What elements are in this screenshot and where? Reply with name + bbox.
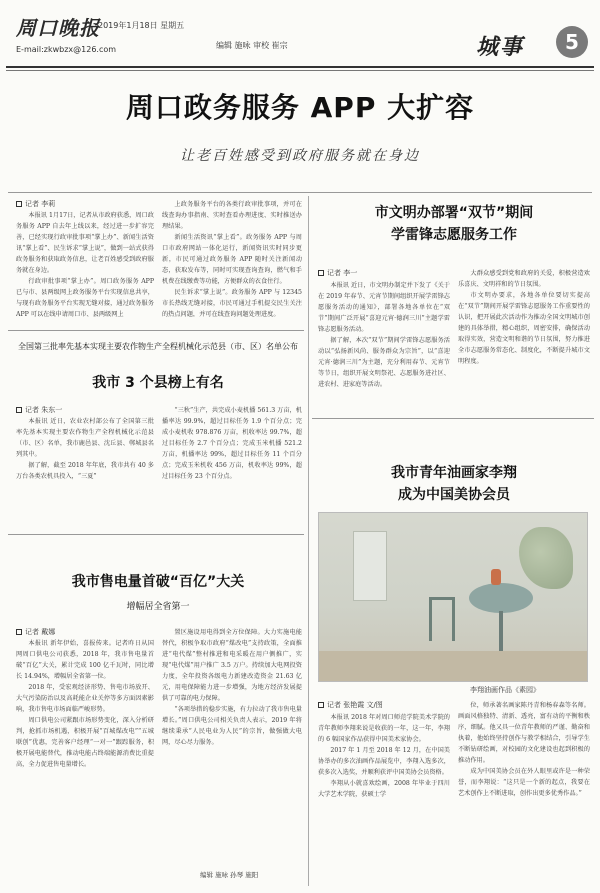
story3-col1-p1: 本报讯 新年伊始，喜报传来。记者昨日从国网周口供电公司获悉，2018 年，我市售电量首破“百亿”大关，累计完成 100 亿千瓦时，同比增长 14.94%，增幅居全省第一位。 xyxy=(16,640,154,680)
story4-column-2 xyxy=(458,268,590,412)
story2-col2-p1: “三秋”生产，共完成小麦机播 561.3 万亩，机播率达 99.9%，超过目标任务 1.9 个百分点；完成小麦机收 978.876 万亩，机收率达 99.7%，超过目标任务 2.7 个百分点；完成玉米机播 521.2 万亩，机播率达 99%，超过目标任务 11 个百分点；完成玉米机收 456 万亩，机收率达 99%，超过目标任务 23 个百分点。 xyxy=(162,407,302,480)
story3-col2-p1: 置区施设用电得到全方位保障。大力实施电能替代，积极争取市政府“煤改电”支持政策，全面推进“电代煤”整村推进和电采暖在用户侧推广，实现“电代煤”用户推广 3.5 万户。持续加大电网投资力度，全年投资各级电力新建改造资金 21.63 亿元，用电保障能力进一步增强，为地方经济发展提供了可靠的电力保障。 xyxy=(162,629,302,702)
story2-pretitle: 全国第三批率先基本实现主要农作物生产全程机械化示范县（市、区）名单公布 xyxy=(18,342,298,351)
issue-date: 2019年1月18日 星期五 xyxy=(98,21,185,30)
lead-col1-p1: 本报讯 1月17日，记者从市政府获悉，周口政务服务 APP 自去年上线以来，经过进一步扩容完善，已经实现行政审批事项“掌上办”、新闻生活资讯“掌上看”、民生诉求“掌上说”，做到一站式获得政务服务和获取政务信息，让老百姓感受到政府服务就在身边。 xyxy=(16,212,154,274)
story4-col1-p2: 据了解，本次“双节”期间学雷锋志愿服务活动以“弘扬新风尚、服务群众为宗旨”，以“喜迎元宵·德润三川”为主题，充分利用春节、元宵节等节日，组织开展文明祭祀、志愿服务进社区、进农村、进家庭等活动。 xyxy=(318,337,450,388)
story2-column-2 xyxy=(162,405,302,529)
byline-box-icon xyxy=(16,407,22,413)
byline-box-icon xyxy=(16,201,22,207)
story4-col2-p2: 市文明办要求，各地各单位要切实提高在“双节”期间开展学雷锋志愿服务工作重要性的认识，把开展此次活动作为推动全国文明城市创建的具体举措，精心组织，周密安排，确保活动取得实效，营造文明和谐的节日氛围，努力推进全市志愿服务常态化、制度化，不断提升城市文明程度。 xyxy=(458,292,590,365)
story4-col1-p1: 本报讯 近日，市文明办制定并下发了《关于在 2019 年春节、元宵节期间组织开展学雷锋志愿服务活动的通知》，部署各地各单位在“双节”期间广泛开展“喜迎元宵·德润三川”主题学雷锋志愿服务活动。 xyxy=(318,282,450,333)
story5-column-1 xyxy=(318,712,450,884)
painting-table xyxy=(469,583,533,613)
masthead-rule xyxy=(6,66,594,68)
lead-column-2 xyxy=(162,199,302,317)
lead-column-1 xyxy=(16,210,154,328)
story3-column-1 xyxy=(16,638,154,882)
masthead-rule-thin xyxy=(6,70,594,71)
story3-col1-p3: 周口供电公司紧跟市场形势变化，深入分析研判，抢抓市场机遇，积极开展“百城煤改电”“五城联创”优惠，完善客户经理“一对一”跟踪服务，积极开展电能替代，推动电能占终端能源消费比重提高，全力促进售电量增长。 xyxy=(16,717,154,768)
story5-col2-p2: 成为中国美协会员在外人眼里或许是一种荣誉，而李翔说：“这只是一个新的起点，我要在艺术创作上不断进取，创作出更多优秀作品。” xyxy=(458,768,590,797)
lead-byline xyxy=(16,199,55,209)
story3-byline-text: 记者 戴娜 xyxy=(25,628,56,636)
byline-box-icon xyxy=(318,270,324,276)
story5-col2-p1: 位，师承著名画家陈丹青和杨春森等名师。画面风格独特、清新、透亮，富有动的平衡和秩序，细腻。他又具一位青年教师的严谨、勤奋和执着，他始终坚持创作与教学相结合，引导学生不断钻研绘画，对校园的文化建设也起到积极的推动作用。 xyxy=(458,702,590,764)
page-number: 5 xyxy=(556,26,588,58)
story5-column-2 xyxy=(458,700,590,884)
lead-byline-text: 记者 李莉 xyxy=(25,200,56,208)
lead-col2-p1: 上政务服务平台的各类行政审批事项，并可在线查询办事指南、实时查看办理进度、实时推送办理结果。 xyxy=(162,201,302,230)
painting-vase xyxy=(491,569,501,585)
lead-col1-p2: 行政审批事项“掌上办”。周口政务服务 APP 已与市、县两级网上政务服务平台实现信息共享，与现有政务服务平台实现无缝对接，通过政务服务 APP 可以在线申请周口市、县两级网上 xyxy=(16,278,154,318)
story5-col1-p1: 本报讯 2018 年对周口师范学院美术学院的青年教师李翔来说是收获的一年，这一年，李翔的 6 幅国家作品获得中国美术家协会。 xyxy=(318,714,450,743)
story4-title-line1: 市文明办部署“双节”期间 xyxy=(374,205,534,221)
lead-col2-p3: 民生诉求“掌上说”。政务服务 APP 与 12345 市长热线无缝对接，市民可通过手机提交民生关注的热点问题，并可在线查询问题处理进度。 xyxy=(162,289,302,317)
painting-plant xyxy=(519,527,573,589)
lead-col2-p2: 新闻生活资讯“掌上看”。政务服务 APP 与周口市政府网站一体化运行，新闻资讯实时同步更新，市民可通过政务服务 APP 随时关注新闻动态，获取发布等，同时可实现查询查询，燃气和手机费在线缴费等功能，方便群众的衣食住行。 xyxy=(162,234,302,285)
editor-credit: 编辑 施咏 审校 崔宗 xyxy=(216,41,288,50)
story3-col2-p2: “各项举措的稳步实施，有力拉动了我市售电量增长。”周口供电公司相关负责人表示，2019 年将继续秉承“人民电业为人民”的宗旨，做强做大电网，尽心尽力服务。 xyxy=(162,706,302,746)
story5-title-line1: 我市青年油画家李翔 xyxy=(391,465,517,481)
story4-title-line2: 学雷锋志愿服务工作 xyxy=(391,227,517,243)
column-divider xyxy=(308,196,309,886)
story5-title-line2: 成为中国美协会员 xyxy=(398,487,510,503)
story3-rule xyxy=(8,534,304,535)
story3-column-2 xyxy=(162,627,302,867)
story3-subhead: 增幅居全省第一 xyxy=(126,602,190,612)
story5-col1-p3: 李翔从小就喜欢绘画，2008 年毕业于四川大学艺术学院，获硕士学 xyxy=(318,780,450,798)
byline-box-icon xyxy=(16,629,22,635)
masthead xyxy=(6,4,594,68)
story3-title: 我市售电量首破“百亿”大关 xyxy=(71,574,245,590)
story4-column-1 xyxy=(318,280,450,412)
painting-chair xyxy=(429,597,455,641)
story2-col1-p2: 据了解，截至 2018 年年底，我市共有 40 多万台各类农机具投入，“三夏” xyxy=(16,462,154,480)
story4-byline-text: 记者 李一 xyxy=(327,269,358,277)
painting-caption: 李翔油画作品《素园》 xyxy=(470,686,540,694)
story3-col1-p2: 2018 年，受宏观经济形势、售电市场放开、大气污染防治以及高耗能企业关停等多方面因素影响，我市售电市场面临严峻形势。 xyxy=(16,684,154,713)
lead-subhead: 让老百姓感受到政府服务就在身边 xyxy=(180,148,420,164)
lead-headline: 周口政务服务 APP 大扩容 xyxy=(125,91,475,124)
story2-byline xyxy=(16,405,62,415)
story3-trail: 编辑 施咏 孙琴 施阳 xyxy=(200,871,259,879)
story2-column-1 xyxy=(16,416,154,530)
oil-painting-image xyxy=(318,512,588,682)
section-name: 城事 xyxy=(476,34,525,60)
newspaper-logo: 周口晚报 xyxy=(16,16,100,40)
story4-byline xyxy=(318,268,357,278)
lead-rule xyxy=(8,192,592,193)
painting-floor xyxy=(319,651,588,682)
byline-box-icon xyxy=(318,702,324,708)
story5-col1-p2: 2017 年 1 月至 2018 年 12 月，在中国美协举办的多次油画作品展览中，李翔入选多次，获多次入选奖，并顺利获评中国美协会员资格。 xyxy=(318,747,450,776)
story2-rule xyxy=(8,330,304,331)
story2-byline-text: 记者 朱东一 xyxy=(25,406,63,414)
story2-title: 我市 3 个县榜上有名 xyxy=(92,375,224,391)
story2-col1-p1: 本报讯 近日，农业农村部公布了全国第三批率先基本实现主要农作物生产全程机械化示范县（市、区）名单，我市鹿邑县、沈丘县、郸城县名列其中。 xyxy=(16,418,154,458)
story4-col2-p1: 大群众感受到党和政府的关爱，积极营造欢乐喜庆、文明祥和的节日氛围。 xyxy=(458,270,590,288)
story5-rule xyxy=(312,418,594,419)
contact-email: E-mail:zkwbzx@126.com xyxy=(16,45,117,54)
painting-window xyxy=(353,531,387,601)
story5-byline-text: 记者 张艳霞 文/图 xyxy=(327,701,383,709)
story3-byline xyxy=(16,627,55,637)
story5-byline xyxy=(318,700,383,710)
